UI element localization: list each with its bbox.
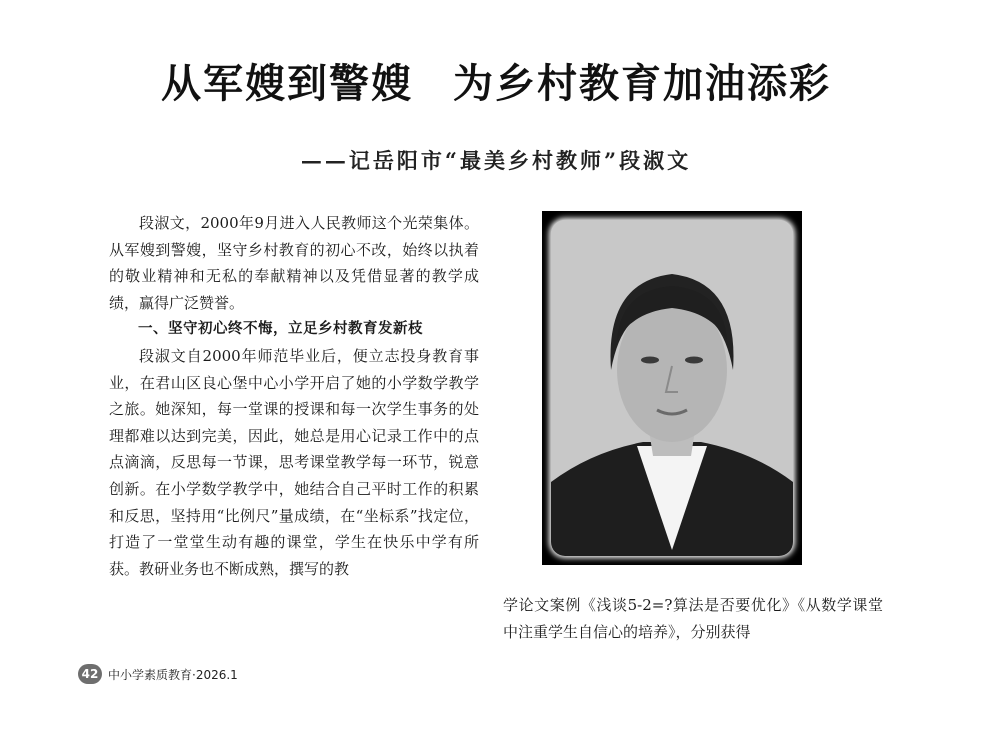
intro-paragraph: 段淑文，2000年9月进入人民教师这个光荣集体。从军嫂到警嫂，坚守乡村教育的初心不改，始终以执着的敬业精神和无私的奉献精神以及凭借显著的教学成绩，赢得广泛赞誉。 [109, 214, 479, 312]
page-footer [78, 663, 238, 685]
portrait-photo-frame [542, 211, 802, 565]
section-heading: 一、坚守初心终不悔，立足乡村教育发新枝 [138, 321, 423, 338]
publication-info: 中小学素质教育·2026.1 [108, 667, 238, 682]
title-part-2: 为乡村教育加油添彩 [453, 61, 831, 107]
article-title [0, 52, 992, 109]
left-column [109, 210, 479, 582]
portrait-illustration [551, 220, 793, 556]
page-number: 42 [78, 664, 102, 684]
article-subtitle: ——记岳阳市“最美乡村教师”段淑文 [300, 148, 692, 173]
right-column [503, 592, 883, 645]
portrait-photo [551, 220, 793, 556]
right-column-paragraph: 学论文案例《浅谈5-2=?算法是否要优化》《从数学课堂中注重学生自信心的培养》，分别获得 [503, 596, 883, 641]
section-body-paragraph: 段淑文自2000年师范毕业后，便立志投身教育事业，在君山区良心堡中心小学开启了她的小学数学教学之旅。她深知，每一堂课的授课和每一次学生事务的处理都难以达到完美，因此，她总是用心记录工作中的点点滴滴，反思每一节课，思考课堂教学每一环节，锐意创新。在小学数学教学中，她结合自己平时工作的积累和反思，坚持用“比例尺”量成绩，在“坐标系”找定位，打造了一堂堂生动有趣的课堂，学生在快乐中学有所获。教研业务也不断成熟，撰写的教 [109, 346, 479, 578]
title-part-1: 从军嫂到警嫂 [161, 61, 413, 107]
